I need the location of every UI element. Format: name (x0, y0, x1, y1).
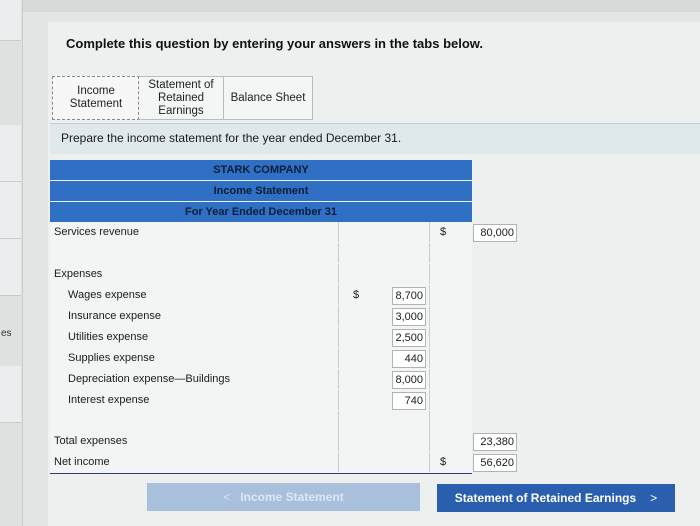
expense-label: Supplies expense (68, 352, 155, 364)
table-row (50, 264, 472, 286)
amount-cell[interactable] (430, 243, 520, 263)
dollar-sign: $ (440, 456, 447, 468)
tab-label: Earnings (158, 104, 204, 117)
tab-label: Statement of (148, 78, 214, 91)
revenue-label: Services revenue (54, 226, 139, 238)
expense-amount[interactable]: 440 (392, 350, 426, 368)
prompt-text: Prepare the income statement for the year ended December 31. (61, 131, 402, 145)
sidebar-block (0, 182, 21, 239)
dollar-sign: $ (353, 289, 360, 301)
expense-label: Utilities expense (68, 331, 149, 343)
sidebar-block (0, 366, 21, 423)
net-income-label: Net income (54, 456, 110, 468)
chevron-right-icon: > (650, 491, 658, 505)
next-button-label: Statement of Retained Earnings (454, 491, 637, 505)
net-income-amount[interactable]: 56,620 (473, 454, 517, 472)
amount-cell[interactable] (338, 285, 430, 305)
expense-amount[interactable]: 8,700 (392, 287, 426, 305)
amount-cell[interactable] (430, 264, 520, 284)
amount-cell[interactable] (430, 452, 520, 472)
amount-cell[interactable] (430, 390, 520, 410)
amount-cell[interactable] (338, 222, 430, 242)
sidebar-block (0, 0, 21, 41)
amount-cell[interactable] (338, 390, 430, 410)
amount-cell[interactable] (430, 306, 520, 326)
amount-cell[interactable] (338, 264, 430, 284)
table-row (50, 348, 472, 370)
expense-label: Insurance expense (68, 310, 161, 322)
prev-tab-button[interactable] (147, 483, 420, 511)
table-row (50, 431, 514, 453)
table-row (50, 327, 472, 349)
tab-label: Retained (157, 91, 205, 104)
expense-amount[interactable]: 3,000 (392, 308, 426, 326)
table-row (50, 369, 472, 391)
expense-amount[interactable]: 8,000 (392, 371, 426, 389)
next-tab-button[interactable] (437, 484, 675, 512)
table-row (50, 411, 472, 433)
sidebar-label: es (1, 328, 12, 339)
expense-amount[interactable]: 2,500 (392, 329, 426, 347)
statement-period: For Year Ended December 31 (50, 202, 472, 222)
table-row (50, 285, 472, 307)
amount-cell[interactable] (338, 411, 430, 431)
amount-cell[interactable] (430, 222, 520, 242)
amount-cell[interactable] (338, 452, 430, 472)
sidebar-block (0, 239, 21, 296)
table-row (50, 306, 472, 328)
tab-label: Balance Sheet (230, 91, 306, 104)
amount-cell[interactable] (338, 243, 430, 263)
revenue-amount[interactable]: 80,000 (473, 224, 517, 242)
expenses-header: Expenses (54, 268, 103, 280)
total-expenses-amount[interactable]: 23,380 (473, 433, 517, 451)
company-name: STARK COMPANY (50, 160, 472, 180)
top-banner (22, 0, 700, 12)
tab-retained-earnings[interactable] (138, 76, 224, 120)
tab-label: Income (77, 85, 115, 97)
amount-cell[interactable] (338, 327, 430, 347)
table-row (50, 243, 472, 265)
chevron-left-icon: < (223, 490, 231, 504)
tab-income-statement[interactable] (52, 76, 140, 120)
statement-title: Income Statement (50, 181, 472, 201)
table-row (50, 452, 514, 474)
amount-cell[interactable] (338, 369, 430, 389)
tab-label: Statement (69, 98, 123, 110)
left-sidebar (0, 0, 23, 526)
amount-cell[interactable] (338, 431, 430, 451)
dollar-sign: $ (440, 226, 447, 238)
expense-label: Interest expense (68, 394, 150, 406)
amount-cell[interactable] (430, 431, 520, 451)
amount-cell[interactable] (430, 348, 520, 368)
table-row (50, 390, 472, 412)
amount-cell[interactable] (430, 369, 520, 389)
total-expenses-label: Total expenses (54, 435, 128, 447)
amount-cell[interactable] (430, 327, 520, 347)
amount-cell[interactable] (430, 285, 520, 305)
amount-cell[interactable] (338, 306, 430, 326)
amount-cell[interactable] (338, 348, 430, 368)
sidebar-block (0, 125, 21, 182)
tab-balance-sheet[interactable] (223, 76, 313, 120)
instruction-text: Complete this question by entering your answers in the tabs below. (66, 36, 484, 51)
expense-label: Depreciation expense—Buildings (68, 373, 231, 385)
expense-amount[interactable]: 740 (392, 392, 426, 410)
table-row (50, 222, 514, 244)
amount-cell[interactable] (430, 411, 520, 431)
expense-label: Wages expense (68, 289, 147, 301)
prev-button-label: Income Statement (240, 490, 344, 504)
